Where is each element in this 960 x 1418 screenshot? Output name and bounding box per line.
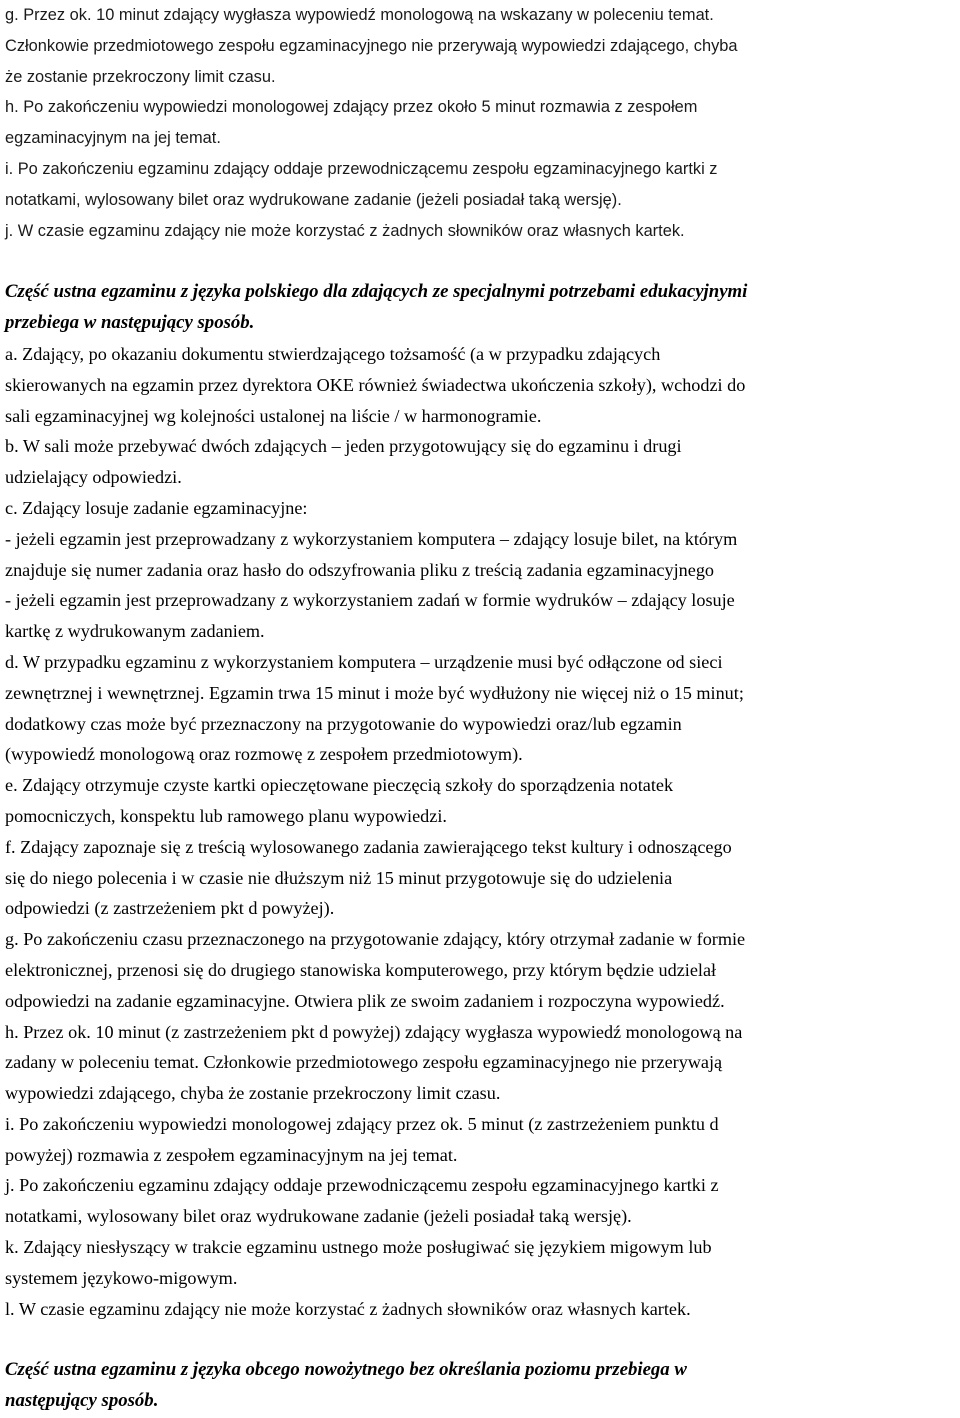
text-line: notatkami, wylosowany bilet oraz wydrukowane zadanie (jeżeli posiadał taką wersję). xyxy=(5,190,622,209)
document-body xyxy=(5,0,955,1417)
paragraph-d xyxy=(5,647,955,770)
text-line: notatkami, wylosowany bilet oraz wydrukowane zadanie (jeżeli posiadał taką wersję). xyxy=(5,1206,632,1227)
spacer xyxy=(5,246,955,277)
text-line: h. Przez ok. 10 minut (z zastrzeżeniem pkt d powyżej) zdający wygłasza wypowiedź monologową na xyxy=(5,1021,743,1042)
paragraph-a xyxy=(5,339,955,431)
text-line: a. Zdający, po okazaniu dokumentu stwierdzającego tożsamość (a w przypadku zdających xyxy=(5,343,661,364)
text-line: (wypowiedź monologową oraz rozmowę z zespołem przedmiotowym). xyxy=(5,744,523,765)
text-line: l. W czasie egzaminu zdający nie może korzystać z żadnych słowników oraz własnych kartek. xyxy=(5,1298,691,1319)
text-line: - jeżeli egzamin jest przeprowadzany z wykorzystaniem komputera – zdający losuje bilet, na którym xyxy=(5,528,738,549)
text-line: f. Zdający zapoznaje się z treścią wylosowanego zadania zawierającego tekst kultury i odnoszącego xyxy=(5,836,732,857)
text-line: pomocniczych, konspektu lub ramowego planu wypowiedzi. xyxy=(5,805,447,826)
text-line: k. Zdający niesłyszący w trakcie egzaminu ustnego może posługiwać się językiem migowym lub xyxy=(5,1237,712,1258)
text-line: udzielający odpowiedzi. xyxy=(5,467,182,488)
text-line: c. Zdający losuje zadanie egzaminacyjne: xyxy=(5,497,308,518)
text-line: sali egzaminacyjnej wg kolejności ustalonej na liście / w harmonogramie. xyxy=(5,405,542,426)
section-heading xyxy=(5,1355,955,1417)
paragraph-h2 xyxy=(5,1017,955,1109)
heading-line: Część ustna egzaminu z języka polskiego dla zdających ze specjalnymi potrzebami edukacyjnymi xyxy=(5,281,748,303)
text-line: systemem językowo-migowym. xyxy=(5,1267,238,1288)
paragraph-c xyxy=(5,493,955,647)
text-line: d. W przypadku egzaminu z wykorzystaniem komputera – urządzenie musi być odłączone od sieci xyxy=(5,651,723,672)
text-line: kartkę z wydrukowanym zadaniem. xyxy=(5,621,265,642)
paragraph-f xyxy=(5,832,955,924)
paragraph-g2 xyxy=(5,924,955,1016)
heading-line: następujący sposób. xyxy=(5,1390,159,1412)
text-line: odpowiedzi (z zastrzeżeniem pkt d powyżej). xyxy=(5,898,335,919)
paragraph-b xyxy=(5,431,955,493)
paragraph-e xyxy=(5,770,955,832)
text-line: Członkowie przedmiotowego zespołu egzaminacyjnego nie przerywają wypowiedzi zdającego, chyba xyxy=(5,36,738,55)
paragraph-i xyxy=(5,154,955,216)
text-line: i. Po zakończeniu egzaminu zdający oddaje przewodniczącemu zespołu egzaminacyjnego kartki z xyxy=(5,159,718,178)
paragraph-j xyxy=(5,216,955,247)
text-line: że zostanie przekroczony limit czasu. xyxy=(5,67,276,86)
paragraph-l xyxy=(5,1294,955,1325)
text-line: b. W sali może przebywać dwóch zdających – jeden przygotowujący się do egzaminu i drugi xyxy=(5,436,682,457)
text-line: - jeżeli egzamin jest przeprowadzany z wykorzystaniem zadań w formie wydruków – zdający losuje xyxy=(5,590,735,611)
text-line: wypowiedzi zdającego, chyba że zostanie przekroczony limit czasu. xyxy=(5,1083,501,1104)
heading-line: Część ustna egzaminu z języka obcego nowożytnego bez określania poziomu przebiega w xyxy=(5,1359,687,1381)
text-line: zewnętrznej i wewnętrznej. Egzamin trwa 15 minut i może być wydłużony nie więcej niż o 15 minut; xyxy=(5,682,744,703)
text-line: znajduje się numer zadania oraz hasło do odszyfrowania pliku z treścią zadania egzaminacyjnego xyxy=(5,559,715,580)
paragraph-k xyxy=(5,1232,955,1294)
text-line: elektronicznej, przenosi się do drugiego stanowiska komputerowego, przy którym będzie udzielał xyxy=(5,959,717,980)
text-line: się do niego polecenia i w czasie nie dłuższym niż 15 minut przygotowuje się do udzielenia xyxy=(5,867,673,888)
paragraph-j2 xyxy=(5,1170,955,1232)
text-line: odpowiedzi na zadanie egzaminacyjne. Otwiera plik ze swoim zadaniem i rozpoczyna wypowiedź. xyxy=(5,990,725,1011)
heading-line: przebiega w następujący sposób. xyxy=(5,312,255,334)
text-line: skierowanych na egzamin przez dyrektora OKE również świadectwa ukończenia szkoły), wchodzi do xyxy=(5,374,746,395)
paragraph-h xyxy=(5,92,955,154)
text-line: j. Po zakończeniu egzaminu zdający oddaje przewodniczącemu zespołu egzaminacyjnego kartki z xyxy=(5,1175,719,1196)
text-line: powyżej) rozmawia z zespołem egzaminacyjnym na jej temat. xyxy=(5,1144,458,1165)
text-line: dodatkowy czas może być przeznaczony na przygotowanie do wypowiedzi oraz/lub egzamin xyxy=(5,713,682,734)
paragraph-i2 xyxy=(5,1109,955,1171)
text-line: e. Zdający otrzymuje czyste kartki opieczętowane pieczęcią szkoły do sporządzenia notatek xyxy=(5,775,674,796)
text-line: h. Po zakończeniu wypowiedzi monologowej zdający przez około 5 minut rozmawia z zespołem xyxy=(5,98,698,117)
text-line: i. Po zakończeniu wypowiedzi monologowej zdający przez ok. 5 minut (z zastrzeżeniem punktu d xyxy=(5,1113,719,1134)
paragraph-g xyxy=(5,0,955,92)
text-line: g. Po zakończeniu czasu przeznaczonego na przygotowanie zdający, który otrzymał zadanie w formie xyxy=(5,929,746,950)
text-line: j. W czasie egzaminu zdający nie może korzystać z żadnych słowników oraz własnych kartek. xyxy=(5,221,685,240)
text-line: zadany w poleceniu temat. Członkowie przedmiotowego zespołu egzaminacyjnego nie przerywają xyxy=(5,1052,723,1073)
spacer xyxy=(5,1324,955,1355)
text-line: g. Przez ok. 10 minut zdający wygłasza wypowiedź monologową na wskazany w poleceniu temat. xyxy=(5,6,714,24)
section-heading xyxy=(5,277,955,339)
text-line: egzaminacyjnym na jej temat. xyxy=(5,129,221,148)
